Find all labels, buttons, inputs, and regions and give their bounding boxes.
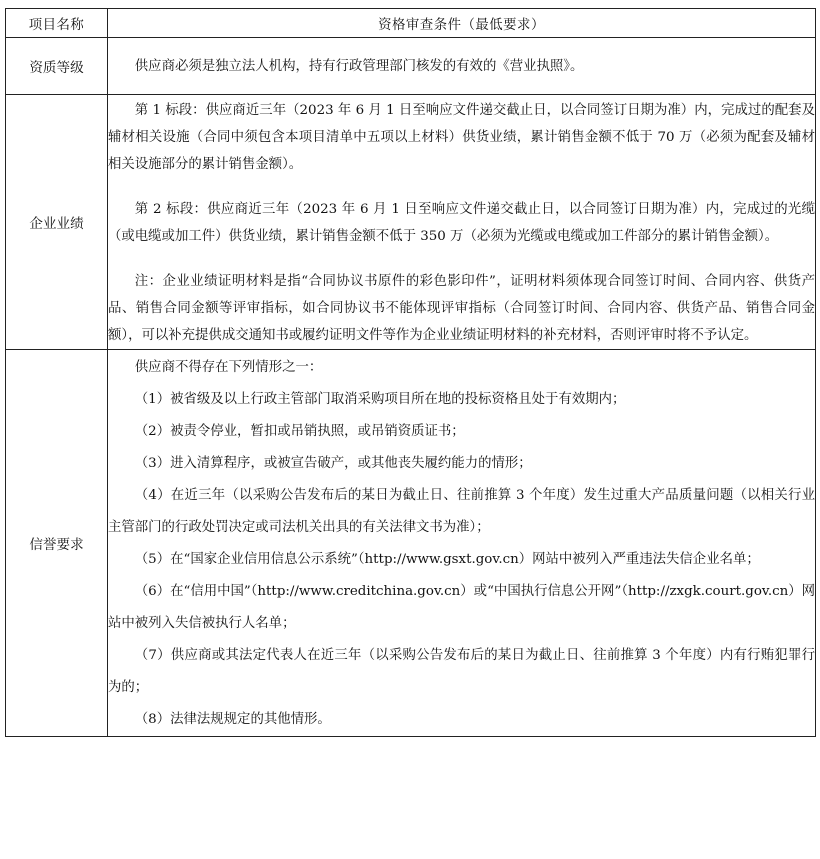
row-content-credit — [108, 350, 816, 737]
table-row-qualification — [6, 38, 816, 95]
row-label-credit: 信誉要求 — [6, 350, 108, 737]
performance-lot2: 第 2 标段：供应商近三年（2023 年 6 月 1 日至响应文件递交截止日，以合同签订日期为准）内，完成过的光缆（或电缆或加工件）供货业绩，累计销售金额不低于 350 万（必须为光缆或电缆或加工件部分的累计销售金额）。 — [108, 202, 815, 244]
row-content-qualification — [108, 38, 816, 95]
table-header-row — [6, 9, 816, 38]
credit-item-6: （6）在“信用中国”（http://www.creditchina.gov.cn）或“中国执行信息公开网”（http://zxgk.court.gov.cn）网站中被列入失信被执行人名单； — [108, 584, 816, 631]
credit-item-3: （3）进入清算程序，或被宣告破产，或其他丧失履约能力的情形； — [134, 456, 532, 471]
credit-item-1: （1）被省级及以上行政主管部门取消采购项目所在地的投标资格且处于有效期内； — [134, 392, 626, 407]
credit-item-4: （4）在近三年（以采购公告发布后的某日为截止日、往前推算 3 个年度）发生过重大产品质量问题（以相关行业主管部门的行政处罚决定或司法机关出具的有关法律文书为准）； — [108, 488, 815, 535]
row-label-qualification: 资质等级 — [6, 38, 108, 95]
performance-lot1: 第 1 标段：供应商近三年（2023 年 6 月 1 日至响应文件递交截止日，以合同签订日期为准）内，完成过的配套及辅材相关设施（合同中须包含本项目清单中五项以上材料）供货业绩，累计销售金额不低于 70 万（必须为配套及辅材相关设施部分的累计销售金额）。 — [108, 103, 815, 172]
header-requirements: 资格审查条件（最低要求） — [108, 9, 816, 38]
table-row-credit — [6, 350, 816, 737]
performance-note: 注：企业业绩证明材料是指“合同协议书原件的彩色影印件”，证明材料须体现合同签订时间、合同内容、供货产品、销售合同金额等评审指标，如合同协议书不能体现评审指标（合同签订时间、合同内容、供货产品、销售合同金额），可以补充提供成交通知书或履约证明文件等作为企业业绩证明材料的补充材料，否则评审时将不予认定。 — [108, 274, 815, 343]
qualification-text: 供应商必须是独立法人机构，持有行政管理部门核发的有效的《营业执照》。 — [134, 58, 584, 74]
header-project-name: 项目名称 — [6, 9, 108, 38]
credit-item-2: （2）被责令停业，暂扣或吊销执照，或吊销资质证书； — [134, 424, 465, 439]
credit-item-5: （5）在“国家企业信用信息公示系统”（http://www.gsxt.gov.cn）网站中被列入严重违法失信企业名单； — [134, 552, 760, 567]
qualification-table — [5, 8, 816, 737]
credit-intro: 供应商不得存在下列情形之一： — [134, 360, 323, 375]
row-content-performance — [108, 95, 816, 350]
credit-item-7: （7）供应商或其法定代表人在近三年（以采购公告发布后的某日为截止日、往前推算 3 个年度）内有行贿犯罪行为的； — [108, 648, 815, 695]
row-label-performance: 企业业绩 — [6, 95, 108, 350]
table-row-performance — [6, 95, 816, 350]
credit-item-8: （8）法律法规规定的其他情形。 — [134, 712, 331, 727]
